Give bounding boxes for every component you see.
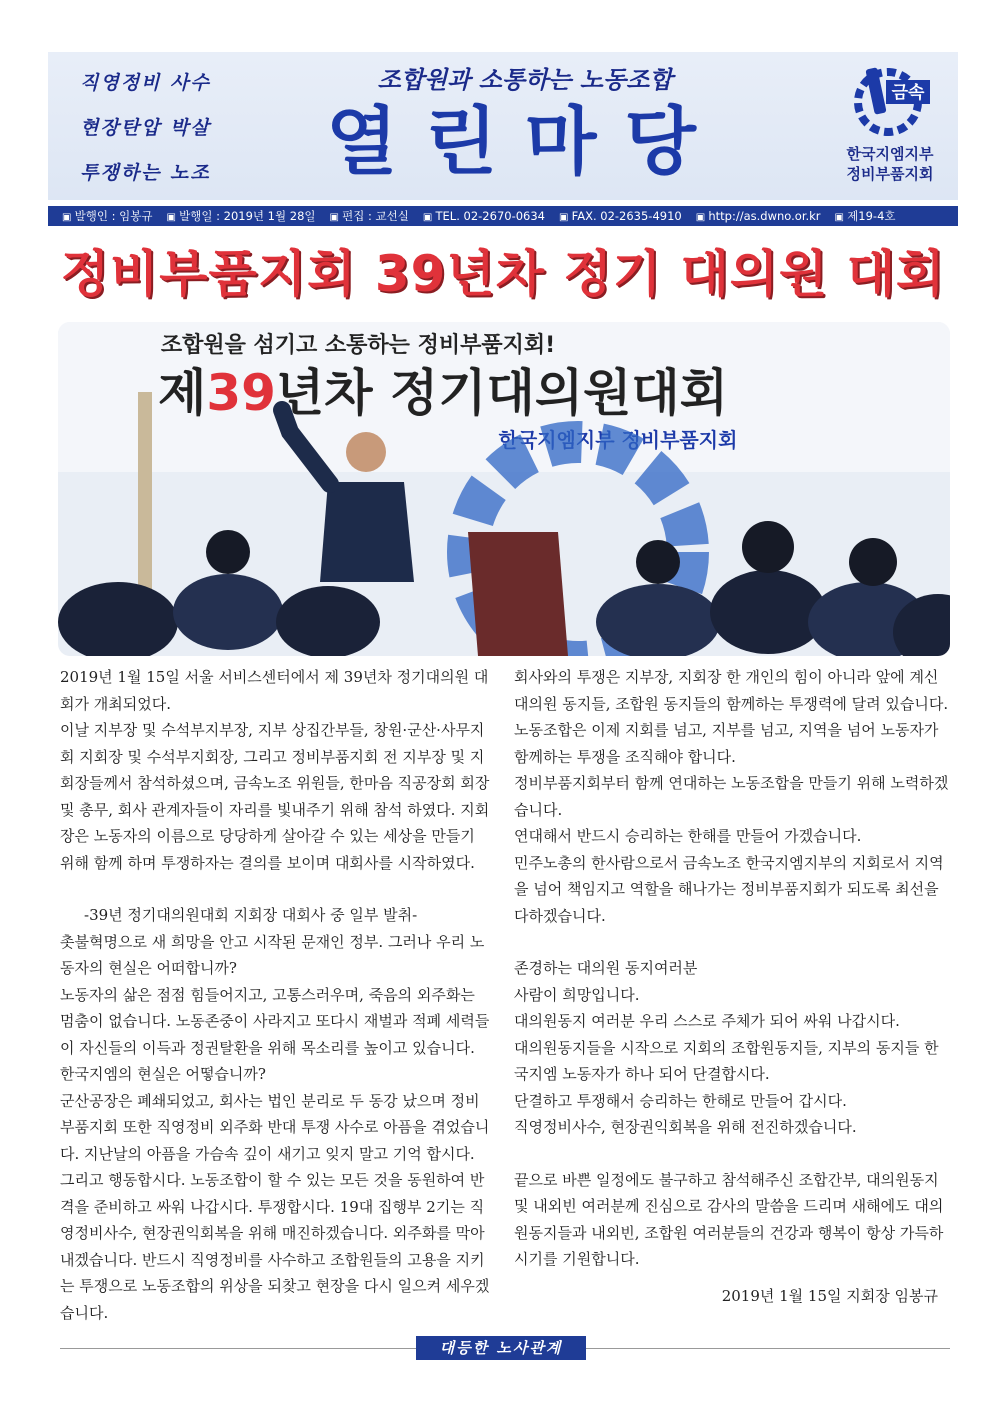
publish-date: ▣ 발행일 : 2019년 1월 28일 [166, 208, 315, 224]
right-column [514, 664, 950, 1309]
slogan-3: 투쟁하는 노조 [80, 162, 211, 184]
paragraph: 민주노총의 한사람으로서 금속노조 한국지엠지부의 지회로서 지역을 넘어 책임지고 역할을 해나가는 정비부품지회가 되도록 최선을 다하겠습니다. [514, 853, 944, 925]
telephone: ▣ TEL. 02-2670-0634 [423, 209, 545, 223]
issue-number: ▣ 제19-4호 [835, 208, 896, 224]
footer-slogan: 대등한 노사관계 [416, 1336, 586, 1360]
newsletter-title: 열린마당 [326, 99, 724, 185]
paragraph: 단결하고 투쟁해서 승리하는 한해로 만들어 갑시다. [514, 1091, 847, 1110]
paragraph: 회사와의 투쟁은 지부장, 지회장 한 개인의 힘이 아니라 앞에 계신 대의원 동지들, 조합원 동지들의 함께하는 투쟁력에 달려 있습니다. [514, 668, 949, 713]
speech-heading: -39년 정기대의원대회 지회장 대회사 중 일부 발취- [84, 906, 418, 924]
logo-text: 금속 [891, 83, 925, 103]
paragraph: 직영정비사수, 현장권익회복을 위해 전진하겠습니다. [514, 1118, 857, 1136]
article-headline: 정비부품지회 39년차 정기 대의원 대회 [60, 245, 946, 303]
paragraph: 2019년 1월 15일 서울 서비스센터에서 제 39년차 정기대의원 대회가 개최되었다. [60, 668, 489, 713]
union-line-1: 한국지엠지부 [846, 145, 934, 163]
union-name [830, 144, 950, 184]
paragraph: 대의원동지들을 시작으로 지회의 조합원동지들, 지부의 동지들 한국지엠 노동자가 하나 되어 단결합시다. [514, 1038, 939, 1083]
union-line-2: 정비부품지회 [846, 165, 934, 183]
paragraph: 한국지엠의 현실은 어떻습니까? [60, 1065, 266, 1083]
paragraph: 대의원동지 여러분 우리 스스로 주체가 되어 싸워 나갑시다. [514, 1012, 900, 1030]
slogan-1: 직영정비 사수 [80, 72, 211, 94]
paragraph: 노동조합은 이제 지회를 넘고, 지부를 넘고, 지역을 넘어 노동자가 함께하는 투쟁을 조직해야 합니다. [514, 721, 939, 766]
paragraph: 정비부품지회부터 함께 연대하는 노동조합을 만들기 위해 노력하겠습니다. [514, 774, 949, 819]
editor: ▣ 편집 : 교선실 [330, 208, 409, 224]
slogans [80, 68, 260, 203]
publication-info-bar [48, 206, 958, 226]
publisher: ▣ 발행인 : 임봉규 [62, 208, 152, 224]
paragraph: 노동자의 삶은 점점 힘들어지고, 고통스러우며, 죽음의 외주화는 멈춤이 없습니다. 노동존중이 사라지고 또다시 재벌과 적폐 세력들이 자신들의 이득과 정권탈환을 위해 목소리를 높이고 있습니다. [60, 985, 490, 1057]
newsletter-subtitle: 조합원과 소통하는 노동조합 [377, 66, 673, 94]
paragraph: 연대해서 반드시 승리하는 한해를 만들어 가겠습니다. [514, 827, 862, 845]
paragraph: 끝으로 바쁜 일정에도 불구하고 참석해주신 조합간부, 대의원동지 및 내외빈 여러분께 진심으로 감사의 말씀을 드리며 새해에도 대의원동지들과 내외빈, 조합원 여러분들의 건강과 행복이 항상 가득하시기를 기원합니다. [514, 1170, 944, 1268]
union-logo-icon [842, 64, 934, 136]
banner-sub-text: 한국지엠지부 정비부품지회 [498, 428, 738, 452]
left-column [60, 664, 490, 1326]
paragraph: 사람이 희망입니다. [514, 985, 640, 1004]
fax: ▣ FAX. 02-2635-4910 [559, 209, 682, 223]
event-photo [58, 322, 950, 656]
paragraph: 촛불혁명으로 새 희망을 안고 시작된 문재인 정부. 그러나 우리 노동자의 현실은 어떠합니까? [60, 932, 485, 977]
banner-top-text: 조합원을 섬기고 소통하는 정비부품지회! [160, 333, 556, 358]
banner-title: 제39년차 정기대의원대회 [158, 364, 729, 422]
slogan-2: 현장탄압 박살 [80, 117, 211, 139]
signature: 2019년 1월 15일 지회장 임봉규 [721, 1286, 938, 1305]
website-link[interactable]: ▣ http://as.dwno.or.kr [696, 209, 821, 223]
paragraph: 군산공장은 폐쇄되었고, 회사는 법인 분리로 두 동강 났으며 정비부품지회 또한 직영정비 외주화 반대 투쟁 사수로 아픔을 겪었습니다. 지난날의 아픔을 가슴속 깊이 새기고 잊지 말고 기억 합시다. 그리고 행동합시다. 노동조합이 할 수 있는 모든 것을 동원하여 반격을 준비하고 싸워 나갑시다. 투쟁합시다. 19대 집행부 2기는 직영정비사수, 현장권익회복을 위해 매진하겠습니다. 외주화를 막아내겠습니다. 반드시 직영정비를 사수하고 조합원들의 고용을 지키는 투쟁으로 노동조합의 위상을 되찾고 현장을 다시 일으켜 세우겠습니다. [60, 1091, 490, 1322]
paragraph: 존경하는 대의원 동지여러분 [514, 959, 698, 977]
paragraph: 이날 지부장 및 수석부지부장, 지부 상집간부들, 창원·군산·사무지회 지회장 및 수석부지회장, 그리고 정비부품지회 전 지부장 및 지회장들께서 참석하셨으며, 금속노조 위원들, 한마음 직공장회 회장 및 총무, 회사 관계자들이 자리를 빛내주기 위해 참석 하였다. 지회장은 노동자의 이름으로 당당하게 살아갈 수 있는 세상을 만들기 위해 함께 하며 투쟁하자는 결의를 보이며 대회사를 시작하였다. [60, 721, 490, 872]
